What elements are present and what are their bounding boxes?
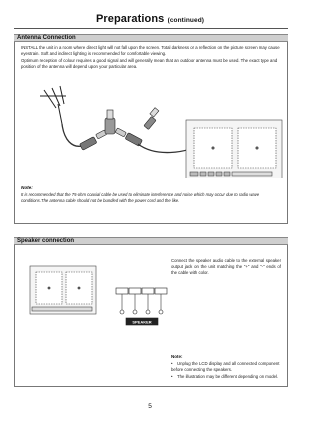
- page-title-suffix: (continued): [167, 17, 205, 24]
- speaker-note-title: Note:: [171, 354, 183, 359]
- antenna-icon: [40, 86, 66, 124]
- antenna-note-title: Note:: [21, 185, 33, 190]
- speaker-section-heading: Speaker connection: [14, 237, 288, 245]
- coax-connectors: [80, 110, 143, 150]
- tv-back-panel: [186, 120, 282, 178]
- bullet-icon: •: [171, 374, 173, 379]
- antenna-illustration: [14, 80, 288, 178]
- page-title-text: Preparations: [95, 13, 165, 25]
- antenna-section-heading: Antenna Connection: [14, 34, 288, 42]
- rf-plug: [144, 108, 159, 130]
- speaker-note-2-text: The illustration may be different depending on model.: [177, 374, 279, 379]
- tv-back-panel-speaker: [30, 266, 96, 314]
- title-rule: [14, 28, 288, 29]
- bullet-icon: •: [171, 361, 173, 366]
- page-number: 5: [148, 403, 152, 410]
- speaker-paragraph: Connect the speaker audio cable to the external speaker output jack on the unit matching the "+" and "-" ends of the cable with color.: [171, 258, 281, 275]
- speaker-illustration: [22, 264, 170, 330]
- speaker-note-1: [171, 361, 281, 373]
- speaker-note-1-text: Unplug the LCD display and all connected component before connecting the speakers.: [171, 361, 280, 372]
- antenna-paragraph-2: Optimum reception of colour requires a good signal and will generally mean that an outdoor antenna must be used. The exact type and position of the antenna will depend upon your particular area.: [21, 58, 278, 69]
- antenna-paragraph-1: INSTALL the unit in a room where direct light will not fall upon the screen. Total darkness or a reflection on the picture screen may cause eyestrain. Soft and indirect lighting is recommended for comfortable viewing.: [21, 45, 280, 56]
- page-title: [0, 13, 300, 25]
- speaker-terminal-label: SPEAKER: [132, 319, 152, 325]
- speaker-note-2: [171, 374, 281, 380]
- antenna-note-text: It is recommended that the 75-ohm coaxial cable be used to eliminate interference and noise which may occur due to radio wave conditions.The antenna cable should not be bundled with the power cord and the like.: [21, 192, 260, 203]
